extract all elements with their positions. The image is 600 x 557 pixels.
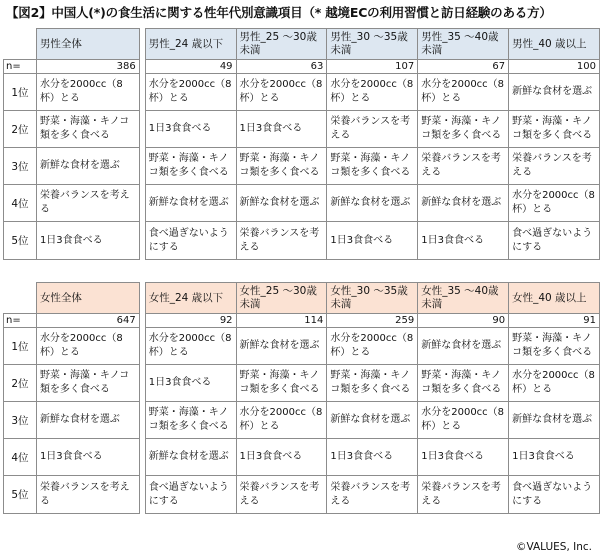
male-ranked-item: 1日3食食べる (236, 111, 327, 148)
female-ranked-item: 水分を2000cc（8杯）とる (145, 328, 236, 365)
rank-label: 5位 (4, 476, 37, 514)
male-column-header: 男性_30 ～35歳未満 (327, 29, 418, 60)
female-ranked-item: 1日3食食べる (236, 439, 327, 476)
male-sample-size-row (4, 60, 600, 74)
copyright-text: ©VALUES, Inc. (515, 541, 592, 553)
corner-cell (4, 29, 37, 60)
male-ranked-item: 栄養バランスを考える (418, 148, 509, 185)
male-ranked-item: 栄養バランスを考える (509, 148, 600, 185)
male-sample-size: 67 (418, 60, 509, 74)
female-sample-size-row (4, 314, 600, 328)
male-table (3, 28, 600, 260)
male-ranked-item: 水分を2000cc（8杯）とる (36, 74, 139, 111)
female-ranked-item: 野菜・海藻・キノコ類を多く食べる (418, 365, 509, 402)
male-ranked-item: 野菜・海藻・キノコ類を多く食べる (145, 148, 236, 185)
male-ranked-item: 野菜・海藻・キノコ類を多く食べる (418, 111, 509, 148)
female-ranked-item: 1日3食食べる (36, 439, 139, 476)
male-column-header: 男性_24 歳以下 (145, 29, 236, 60)
female-sample-size: 114 (236, 314, 327, 328)
female-header-row (4, 283, 600, 314)
male-ranked-item: 1日3食食べる (327, 222, 418, 260)
female-ranked-item: 野菜・海藻・キノコ類を多く食べる (145, 402, 236, 439)
female-ranked-item: 1日3食食べる (145, 365, 236, 402)
rank-label: 2位 (4, 111, 37, 148)
male-ranked-item: 野菜・海藻・キノコ類を多く食べる (236, 148, 327, 185)
rank-label: 1位 (4, 328, 37, 365)
female-ranked-item: 水分を2000cc（8杯）とる (418, 402, 509, 439)
female-ranked-item: 1日3食食べる (327, 439, 418, 476)
female-ranked-item: 1日3食食べる (509, 439, 600, 476)
female-ranked-item: 野菜・海藻・キノコ類を多く食べる (327, 365, 418, 402)
male-rank-row (4, 111, 600, 148)
corner-cell (4, 283, 37, 314)
male-ranked-item: 栄養バランスを考える (236, 222, 327, 260)
male-sample-size: 49 (145, 60, 236, 74)
female-ranked-item: 野菜・海藻・キノコ類を多く食べる (236, 365, 327, 402)
male-ranked-item: 新鮮な食材を選ぶ (36, 148, 139, 185)
female-ranked-item: 水分を2000cc（8杯）とる (327, 328, 418, 365)
female-ranked-item: 栄養バランスを考える (327, 476, 418, 514)
female-ranked-item: 新鮮な食材を選ぶ (236, 328, 327, 365)
male-rank-row (4, 222, 600, 260)
male-ranked-item: 栄養バランスを考える (327, 111, 418, 148)
female-rank-row (4, 439, 600, 476)
female-ranked-item: 水分を2000cc（8杯）とる (509, 365, 600, 402)
female-ranked-item: 水分を2000cc（8杯）とる (36, 328, 139, 365)
female-ranked-item: 食べ過ぎないようにする (145, 476, 236, 514)
male-ranked-item: 野菜・海藻・キノコ類を多く食べる (36, 111, 139, 148)
male-ranked-item: 食べ過ぎないようにする (145, 222, 236, 260)
female-ranked-item: 栄養バランスを考える (36, 476, 139, 514)
female-column-header: 女性_35 ～40歳未満 (418, 283, 509, 314)
male-ranked-item: 水分を2000cc（8杯）とる (327, 74, 418, 111)
rank-label: 3位 (4, 148, 37, 185)
female-column-header: 女性全体 (36, 283, 139, 314)
female-ranked-item: 新鮮な食材を選ぶ (509, 402, 600, 439)
female-rank-row (4, 402, 600, 439)
female-ranked-item: 水分を2000cc（8杯）とる (236, 402, 327, 439)
female-ranked-item: 1日3食食べる (418, 439, 509, 476)
male-ranked-item: 新鮮な食材を選ぶ (509, 74, 600, 111)
female-sample-size: 259 (327, 314, 418, 328)
male-sample-size: 386 (36, 60, 139, 74)
male-ranked-item: 水分を2000cc（8杯）とる (509, 185, 600, 222)
male-sample-size: 107 (327, 60, 418, 74)
female-ranked-item: 新鮮な食材を選ぶ (418, 328, 509, 365)
male-ranked-item: 新鮮な食材を選ぶ (418, 185, 509, 222)
female-ranked-item: 野菜・海藻・キノコ類を多く食べる (509, 328, 600, 365)
rank-label: 3位 (4, 402, 37, 439)
male-rank-row (4, 148, 600, 185)
male-sample-size: 63 (236, 60, 327, 74)
male-sample-size: 100 (509, 60, 600, 74)
female-ranked-item: 新鮮な食材を選ぶ (145, 439, 236, 476)
female-sample-size: 91 (509, 314, 600, 328)
female-ranked-item: 栄養バランスを考える (236, 476, 327, 514)
male-ranked-item: 野菜・海藻・キノコ類を多く食べる (509, 111, 600, 148)
female-column-header: 女性_40 歳以上 (509, 283, 600, 314)
male-header-row (4, 29, 600, 60)
rank-label: 4位 (4, 439, 37, 476)
female-ranked-item: 食べ過ぎないようにする (509, 476, 600, 514)
female-sample-size: 90 (418, 314, 509, 328)
female-rank-row (4, 476, 600, 514)
female-ranked-item: 栄養バランスを考える (418, 476, 509, 514)
male-rank-row (4, 185, 600, 222)
male-column-header: 男性全体 (36, 29, 139, 60)
female-ranked-item: 新鮮な食材を選ぶ (327, 402, 418, 439)
rank-label: 1位 (4, 74, 37, 111)
female-sample-size: 92 (145, 314, 236, 328)
female-rank-row (4, 365, 600, 402)
male-ranked-item: 水分を2000cc（8杯）とる (145, 74, 236, 111)
male-column-header: 男性_35 ～40歳未満 (418, 29, 509, 60)
sample-size-label: n= (4, 314, 37, 328)
male-ranked-item: 新鮮な食材を選ぶ (236, 185, 327, 222)
female-ranked-item: 野菜・海藻・キノコ類を多く食べる (36, 365, 139, 402)
female-column-header: 女性_25 ～30歳未満 (236, 283, 327, 314)
sample-size-label: n= (4, 60, 37, 74)
male-rank-row (4, 74, 600, 111)
male-ranked-item: 食べ過ぎないようにする (509, 222, 600, 260)
rank-label: 2位 (4, 365, 37, 402)
male-ranked-item: 1日3食食べる (145, 111, 236, 148)
rank-label: 5位 (4, 222, 37, 260)
female-table (3, 282, 600, 514)
female-sample-size: 647 (36, 314, 139, 328)
female-column-header: 女性_24 歳以下 (145, 283, 236, 314)
female-ranked-item: 新鮮な食材を選ぶ (36, 402, 139, 439)
male-column-header: 男性_25 ～30歳未満 (236, 29, 327, 60)
male-ranked-item: 水分を2000cc（8杯）とる (418, 74, 509, 111)
rank-label: 4位 (4, 185, 37, 222)
male-column-header: 男性_40 歳以上 (509, 29, 600, 60)
female-column-header: 女性_30 ～35歳未満 (327, 283, 418, 314)
male-ranked-item: 栄養バランスを考える (36, 185, 139, 222)
male-ranked-item: 水分を2000cc（8杯）とる (236, 74, 327, 111)
male-ranked-item: 野菜・海藻・キノコ類を多く食べる (327, 148, 418, 185)
female-rank-row (4, 328, 600, 365)
figure-title: 【図2】中国人(*)の食生活に関する性年代別意識項目（* 越境ECの利用習慣と訪日経験のある方） (6, 5, 552, 20)
male-ranked-item: 1日3食食べる (418, 222, 509, 260)
male-ranked-item: 1日3食食べる (36, 222, 139, 260)
male-ranked-item: 新鮮な食材を選ぶ (145, 185, 236, 222)
male-ranked-item: 新鮮な食材を選ぶ (327, 185, 418, 222)
